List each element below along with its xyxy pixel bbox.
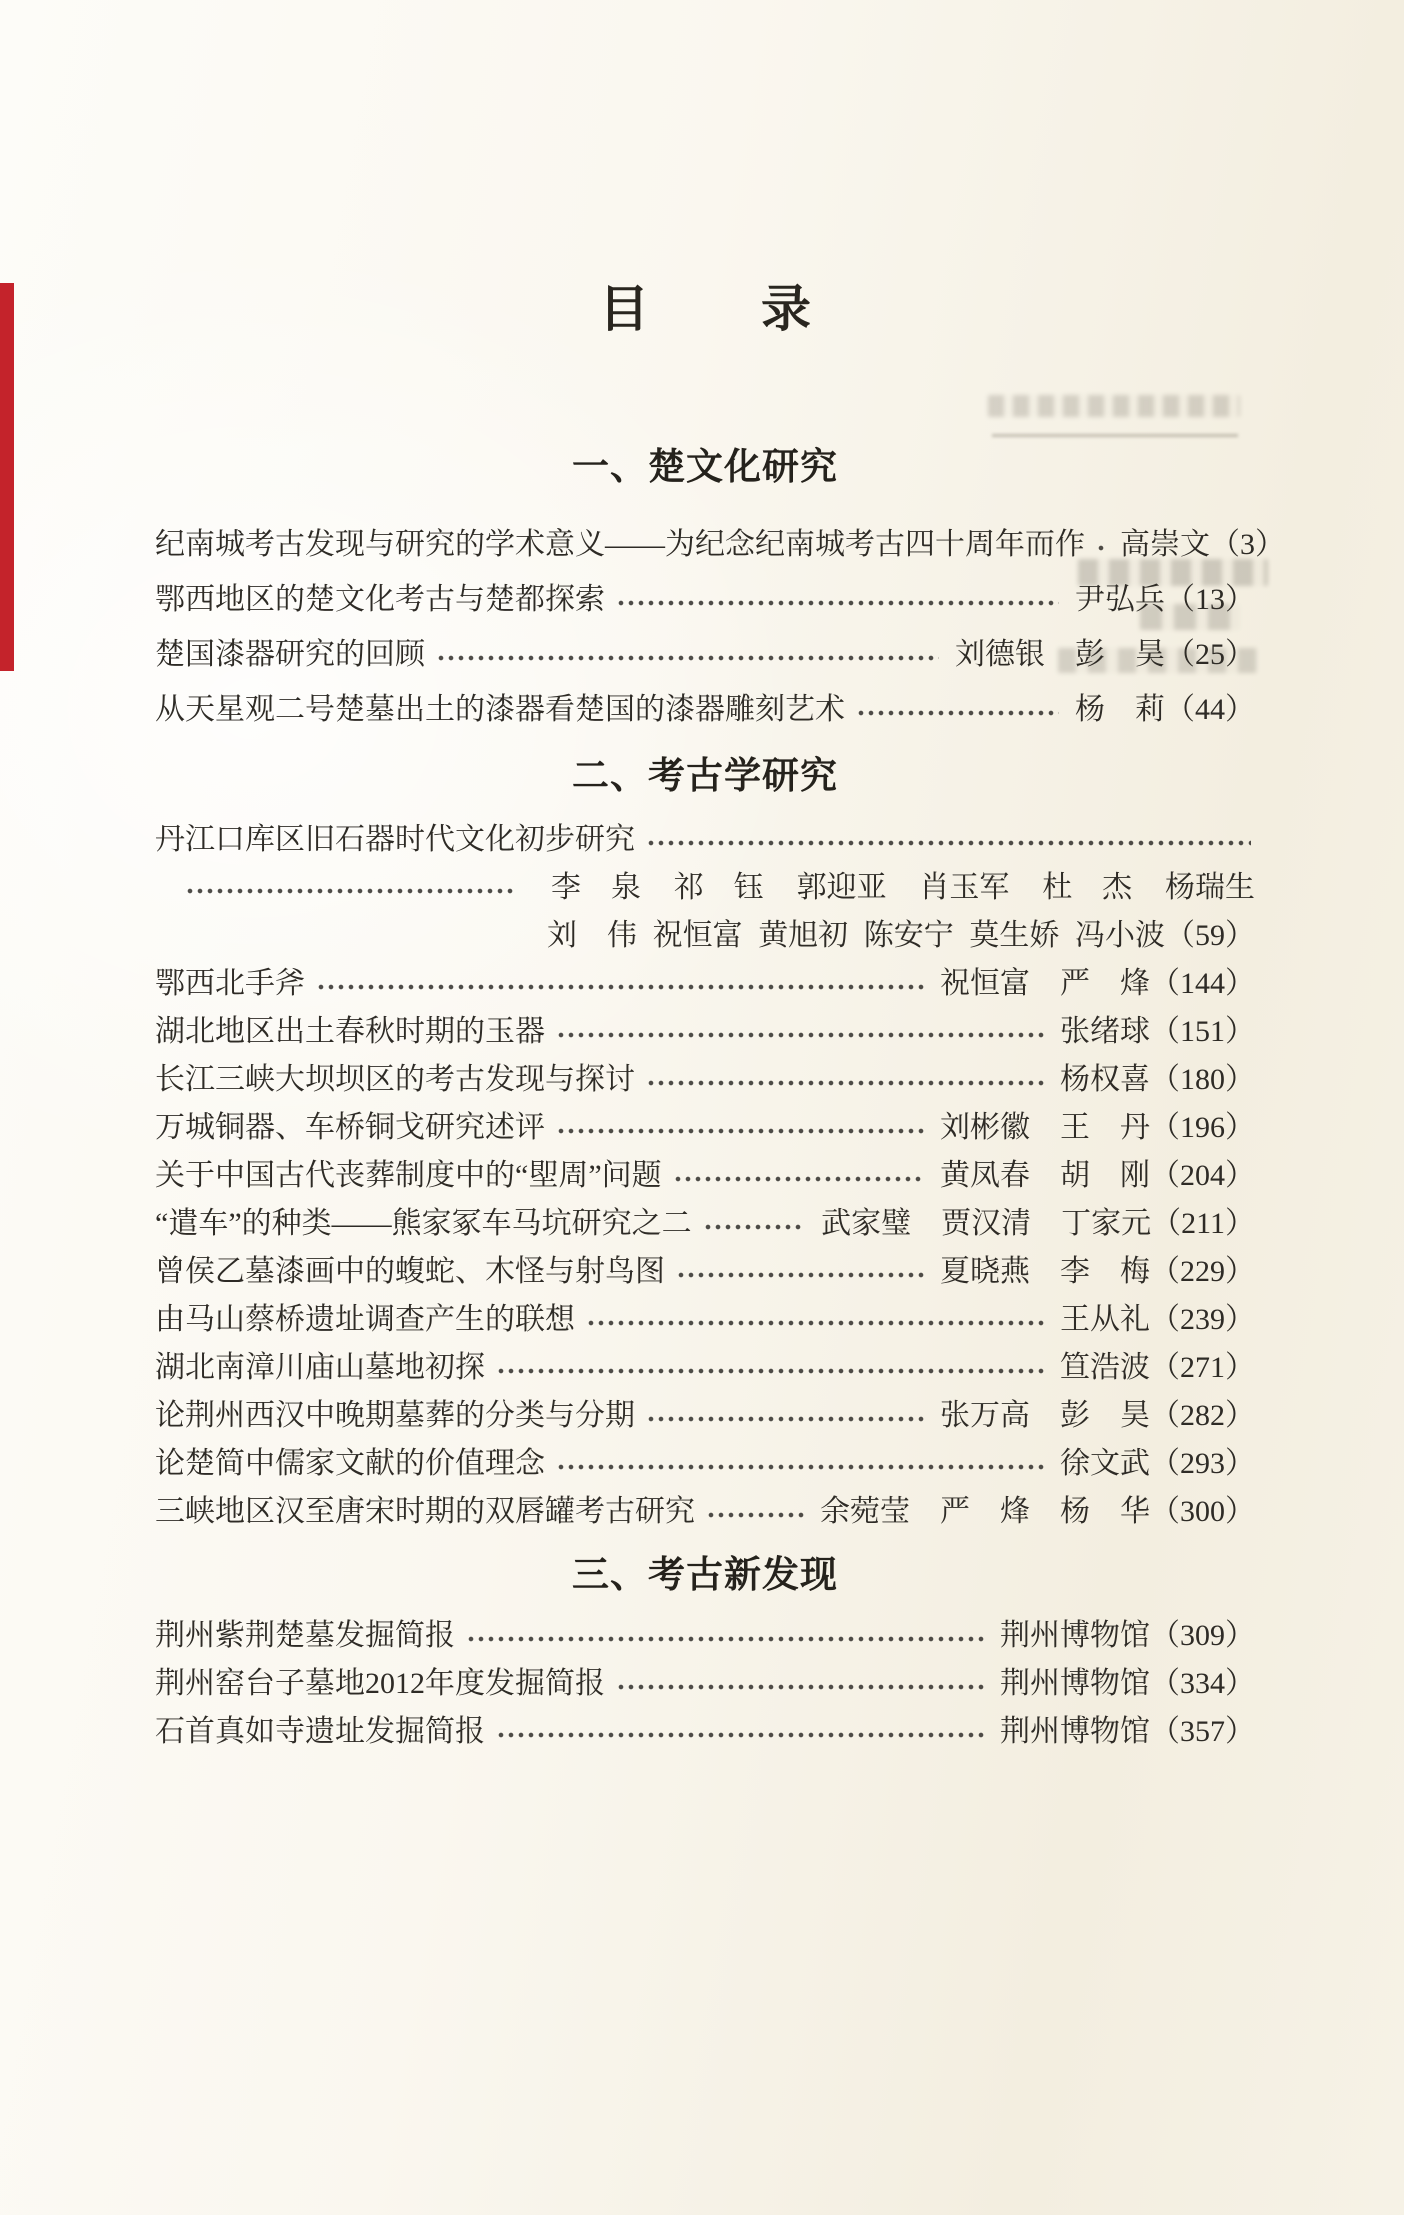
entry-authors: 张绪球 [1060,1015,1150,1048]
author-name: 郭迎亚 [796,871,887,904]
dot-leader [554,1448,1044,1480]
author-name: 肖玉军 [919,871,1010,904]
toc-entry [155,1620,1255,1652]
dot-leader [671,1160,924,1192]
entry-title: 纪南城考古发现与研究的学术意义——为纪念纪南城考古四十周年而作 [155,528,1085,561]
author-name-with-page [1075,920,1255,952]
entry-authors: 祝恒富 严 烽 [940,967,1150,1000]
toc-entry [155,1304,1255,1336]
toc-entry [155,1160,1255,1192]
entry-title: 荆州窑台子墓地2012年度发掘简报 [155,1667,605,1700]
dot-leader [704,1496,804,1528]
author-name: 杜 杰 [1042,871,1133,904]
author-name: 黄旭初 [758,919,849,952]
entry-page-number: （196） [1150,1111,1255,1144]
scanned-toc-page [0,283,1404,2215]
entry-title: 论荆州西汉中晚期墓葬的分类与分期 [155,1399,635,1432]
entry-authors: 王从礼 [1060,1303,1150,1336]
toc-entry [155,1448,1255,1480]
page-title-char: 目 [599,281,649,337]
entry-authors: 荆州博物馆 [1000,1715,1150,1748]
dot-leader [554,1016,1044,1048]
section-entry-list [155,824,1255,1528]
dot-leader [494,1352,1044,1384]
toc-entry [155,528,1285,561]
toc-entry [155,1352,1255,1384]
entry-page-number: （180） [1150,1063,1255,1096]
author-names [513,920,1255,952]
author-name: 刘 伟 [547,919,637,952]
author-name: 祁 钰 [673,871,764,904]
section-heading: 三、考古新发现 [572,1554,838,1595]
entry-title: “遣车”的种类——熊家冢车马坑研究之二 [155,1207,692,1240]
toc-entry [155,1064,1255,1096]
entry-authors: 张万高 彭 昊 [940,1399,1150,1432]
entry-page-number: （271） [1150,1351,1255,1384]
dot-leader [494,1716,984,1748]
dot-leader [701,1208,805,1240]
entry-authors: 余菀莹 严 烽 杨 华 [820,1495,1150,1528]
entry-title: 长江三峡大坝坝区的考古发现与探讨 [155,1063,635,1096]
toc-entry-authors-row [155,872,1255,904]
entry-page-number: （211） [1151,1207,1255,1240]
entry-title: 湖北南漳川庙山墓地初探 [155,1351,485,1384]
entry-title: 从天星观二号楚墓出土的漆器看楚国的漆器雕刻艺术 [155,693,845,726]
entry-authors: 夏晓燕 李 梅 [940,1255,1150,1288]
entry-authors: 尹弘兵 [1075,583,1165,616]
entry-title: 鄂西北手斧 [155,967,305,1000]
toc-entry [155,694,1255,726]
entry-title: 曾侯乙墓漆画中的蝮蛇、木怪与射鸟图 [155,1255,665,1288]
entry-title: 关于中国古代丧葬制度中的“堲周”问题 [155,1159,662,1192]
toc-entry [155,1716,1255,1748]
entry-title: 三峡地区汉至唐宋时期的双唇罐考古研究 [155,1495,695,1528]
page-title [155,283,1255,335]
entry-page-number: （293） [1150,1447,1255,1480]
toc-entry [155,1668,1255,1700]
entry-title: 由马山蔡桥遗址调查产生的联想 [155,1303,575,1336]
section-entry-list [155,1620,1255,1748]
entry-authors: 刘彬徽 王 丹 [940,1111,1150,1144]
entry-authors: 黄凤春 胡 刚 [940,1159,1150,1192]
entry-authors: 荆州博物馆 [1000,1667,1150,1700]
entry-page-number: （282） [1150,1399,1255,1432]
dot-leader [314,968,924,1000]
entry-page-number: （357） [1150,1715,1255,1748]
dot-leader [183,872,513,904]
entry-page-number: （239） [1150,1303,1255,1336]
author-name: 莫生娇 [969,919,1060,952]
dot-leader [614,584,1059,616]
toc-content [155,281,1285,1748]
entry-page-number: （144） [1150,967,1255,1000]
dot-leader [554,1112,924,1144]
toc-entry [155,1256,1255,1288]
entry-authors: 杨权喜 [1060,1063,1150,1096]
entry-authors: 笪浩波 [1060,1351,1150,1384]
dot-leader [644,824,1251,856]
entry-authors: 荆州博物馆 [1000,1619,1150,1652]
section-entry-list [155,528,1285,726]
author-name: 李 泉 [551,871,641,904]
toc-entry [155,1496,1255,1528]
entry-page-number: （300） [1150,1495,1255,1528]
dot-leader [614,1668,984,1700]
entry-page-number: （3） [1210,528,1285,561]
entry-authors: 刘德银 彭 昊 [955,638,1165,671]
toc-entry [155,639,1255,671]
toc-entry [155,968,1255,1000]
entry-page-number: （13） [1165,583,1255,616]
entry-page-number: （334） [1150,1667,1255,1700]
dot-leader [584,1304,1044,1336]
scan-edge-red-stripe [0,283,14,671]
entry-page-number: （59） [1164,919,1255,952]
toc-entry-authors-row [155,920,1255,952]
toc-entry [155,584,1255,616]
page-title-char: 录 [761,281,811,337]
entry-authors: 高崇文 [1120,528,1210,561]
entry-page-number: （229） [1150,1255,1255,1288]
entry-title: 湖北地区出土春秋时期的玉器 [155,1015,545,1048]
dot-leader [644,1064,1044,1096]
entry-authors: 杨 莉 [1075,693,1165,726]
dot-leader [674,1256,924,1288]
toc-entry [155,1208,1255,1240]
toc-entry [155,1400,1255,1432]
entry-title: 论楚简中儒家文献的价值理念 [155,1447,545,1480]
dot-leader [854,694,1059,726]
entry-authors: 武家璧 贾汉清 丁家元 [821,1207,1152,1240]
entry-page-number: （25） [1165,638,1255,671]
dot-leader [644,1400,924,1432]
entry-page-number: （151） [1150,1015,1255,1048]
entry-page-number: （309） [1150,1619,1255,1652]
toc-entry [155,824,1255,856]
dot-leader [1094,529,1104,561]
entry-title: 楚国漆器研究的回顾 [155,638,425,671]
toc-entry [155,1016,1255,1048]
section-heading: 一、楚文化研究 [572,446,838,487]
author-name: 杨瑞生 [1164,871,1255,904]
toc-entry [155,1112,1255,1144]
entry-title: 万城铜器、车桥铜戈研究述评 [155,1111,545,1144]
author-name: 祝恒富 [652,919,743,952]
entry-page-number: （204） [1150,1159,1255,1192]
entry-page-number: （44） [1165,693,1255,726]
entry-title: 丹江口库区旧石器时代文化初步研究 [155,823,635,856]
author-names [517,872,1255,904]
author-name: 陈安宁 [863,919,954,952]
entry-title: 石首真如寺遗址发掘简报 [155,1715,485,1748]
entry-authors: 徐文武 [1060,1447,1150,1480]
entry-title: 荆州紫荆楚墓发掘简报 [155,1619,455,1652]
entry-title: 鄂西地区的楚文化考古与楚都探索 [155,583,605,616]
dot-leader [464,1620,984,1652]
dot-leader [434,639,939,671]
toc-sections [155,446,1285,1748]
section-heading: 二、考古学研究 [572,755,838,796]
author-name: 冯小波 [1074,919,1165,952]
